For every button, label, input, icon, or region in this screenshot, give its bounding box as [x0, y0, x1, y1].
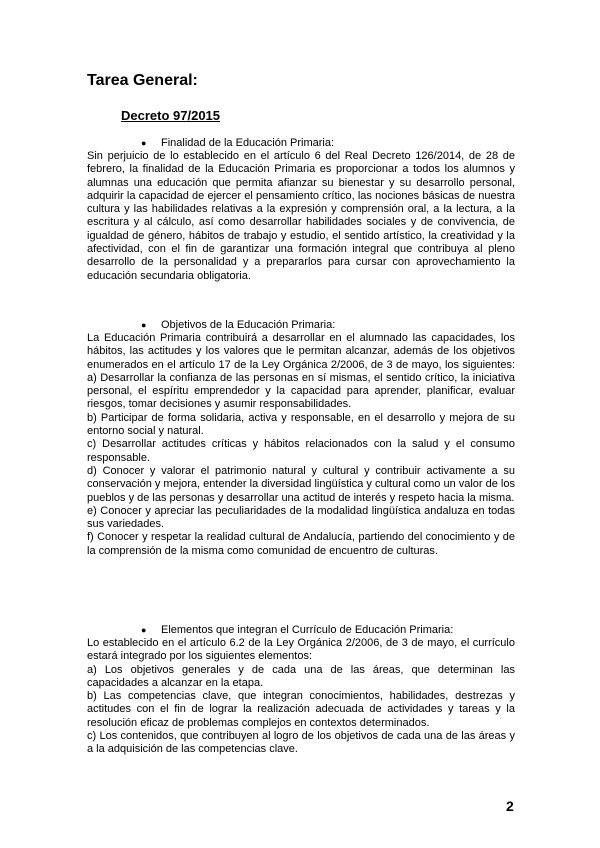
paragraph-b: b) Participar de forma solidaria, activa y responsable, en el desarrollo y mejora de su entorno social y natural.: [87, 411, 515, 438]
paragraph: La Educación Primaria contribuirá a desarrollar en el alumnado las capacidades, los hábitos, las actitudes y los valores que le permitan alcanzar, además de los objetivos enumerados en el artículo 17 de la Ley Orgánica 2/2006, de 3 de mayo, los siguientes: a) Desarrollar la confianza de las personas en sí mismas, el sentido crítico, la iniciativa personal, el espíritu emprendedor y la capacidad para aprender, planificar, evaluar riesgos, tomar decisiones y asumir responsabilidades.: [87, 332, 515, 411]
paragraph-f: f) Conocer y respetar la realidad cultural de Andalucía, partiendo del conocimiento y de la comprensión de la misma como comunidad de encuentro de culturas.: [87, 531, 515, 557]
section-heading: [141, 319, 515, 332]
bullet-icon: ●: [141, 320, 147, 330]
section-heading-text: Finalidad de la Educación Primaria:: [161, 137, 335, 149]
section-finalidad: [87, 137, 515, 283]
paragraph-a: a) Los objetivos generales y de cada una de las áreas, que determinan las capacidades a alcanzar en la etapa.: [87, 663, 515, 689]
paragraph: Sin perjuicio de lo establecido en el artículo 6 del Real Decreto 126/2014, de 28 de febrero, la finalidad de la Educación Primaria es proporcionar a todos los alumnos y alumnas una educación que permita afianzar su bienestar y su desarrollo personal, adquirir la capacidad de ejercer el pensamiento crítico, las nociones básicas de nuestra cultura y las habilidades relativas a la expresión y comprensión oral, a la lectura, a la escritura y al cálculo, así como desarrollar habilidades sociales y de convivencia, de igualdad de género, hábitos de trabajo y estudio, el sentido artístico, la creatividad y la afectividad, con el fin de garantizar una formación integral que contribuya al pleno desarrollo de la personalidad y a prepararlos para cursar con aprovechamiento la educación secundaria obligatoria.: [87, 150, 515, 282]
bullet-icon: ●: [141, 138, 147, 148]
section-elementos: [87, 624, 515, 757]
document-title: Tarea General:: [87, 72, 198, 89]
page-number: 2: [506, 798, 514, 814]
section-objetivos: [87, 319, 515, 558]
section-heading-text: Objetivos de la Educación Primaria:: [161, 319, 336, 331]
section-heading: [141, 137, 515, 150]
paragraph-d: d) Conocer y valorar el patrimonio natural y cultural y contribuir activamente a su conservación y mejora, entender la diversidad lingüística y cultural como un valor de los pueblos y de las personas y desarrollar una actitud de interés y respeto hacia la misma.: [87, 464, 515, 504]
paragraph-c: c) Los contenidos, que contribuyen al logro de los objetivos de cada una de las áreas y a la adquisición de las competencias clave.: [87, 730, 515, 756]
section-heading-text: Elementos que integran el Currículo de Educación Primaria:: [161, 624, 454, 636]
paragraph: Lo establecido en el artículo 6.2 de la Ley Orgánica 2/2006, de 3 de mayo, el currículo estará integrado por los siguientes elementos:: [87, 637, 515, 663]
paragraph-c: c) Desarrollar actitudes críticas y hábitos relacionados con la salud y el consumo responsable.: [87, 438, 515, 464]
paragraph-b: b) Las competencias clave, que integran conocimientos, habilidades, destrezas y actitudes con el fin de lograr la realización adecuada de actividades y tareas y la resolución eficaz de problemas complejos en contextos determinados.: [87, 690, 515, 729]
paragraph-e: e) Conocer y apreciar las peculiaridades de la modalidad lingüística andaluza en todas sus variedades.: [87, 504, 515, 531]
decree-subtitle: Decreto 97/2015: [121, 108, 221, 123]
section-heading: [141, 624, 515, 637]
bullet-icon: ●: [141, 625, 147, 635]
